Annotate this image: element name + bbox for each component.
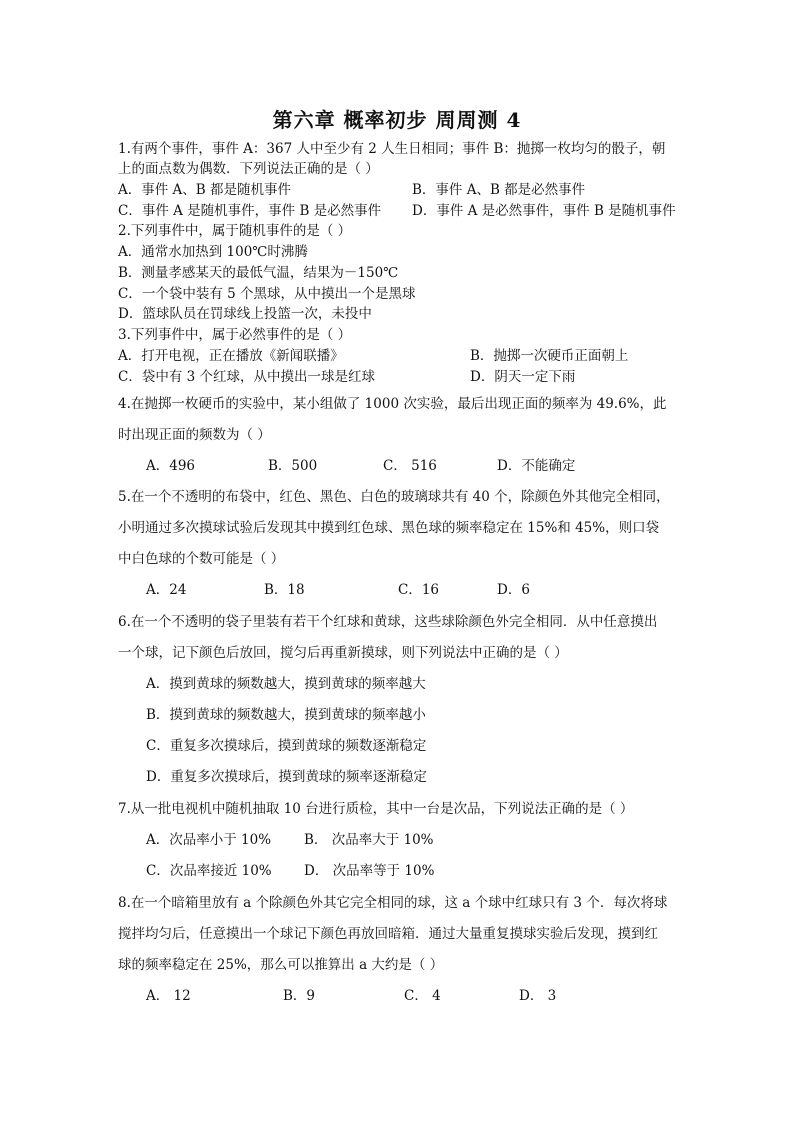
q1-option-b: B．事件 A、B 都是必然事件 — [412, 182, 586, 198]
q8-stem-line-2: 搅拌均匀后，任意摸出一个球记下颜色再放回暗箱．通过大量重复摸球实验后发现，摸到红 — [118, 926, 658, 942]
q7-stem: 7.从一批电视机中随机抽取 10 台进行质检，其中一台是次品，下列说法正确的是（ ） — [118, 801, 634, 817]
q1-stem-line-2: 上的面点数为偶数．下列说法正确的是（ ） — [118, 161, 379, 177]
q6-option-b: B．摸到黄球的频数越大，摸到黄球的频率越小 — [146, 707, 426, 723]
q6-stem-line-2: 一个球，记下颜色后放回，搅匀后再重新摸球，则下列说法中正确的是（ ） — [118, 645, 568, 661]
q3-option-d: D．阴天一定下雨 — [470, 369, 576, 385]
q6-option-a: A．摸到黄球的频数越大，摸到黄球的频率越大 — [146, 676, 426, 692]
page-title: 第六章 概率初步 周周测 4 — [272, 108, 522, 132]
q6-stem-line-1: 6.在一个不透明的袋子里装有若干个红球和黄球，这些球除颜色外完全相同．从中任意摸出 — [118, 614, 658, 630]
q6-option-d: D．重复多次摸球后，摸到黄球的频率逐渐稳定 — [146, 769, 427, 785]
q2-option-b: B．测量孝感某天的最低气温，结果为－150℃ — [118, 265, 399, 281]
q5-option-b: B．18 — [264, 582, 305, 598]
q7-option-d: D． 次品率等于 10% — [304, 863, 435, 879]
q5-stem-line-2: 小明通过多次摸球试验后发现其中摸到红色球、黑色球的频率稳定在 15%和 45%，则口袋 — [118, 520, 660, 536]
q4-stem-line-1: 4.在抛掷一枚硬币的实验中，某小组做了 1000 次实验，最后出现正面的频率为 49.6%，此 — [118, 396, 667, 412]
q8-option-d: D． 3 — [519, 988, 557, 1004]
q5-stem-line-3: 中白色球的个数可能是（ ） — [118, 551, 285, 567]
q1-option-c: C．事件 A 是随机事件，事件 B 是必然事件 — [118, 203, 382, 219]
q6-option-c: C．重复多次摸球后，摸到黄球的频数逐渐稳定 — [146, 738, 427, 754]
q7-option-c: C．次品率接近 10% — [146, 863, 272, 879]
q4-option-c: C． 516 — [383, 458, 437, 474]
q2-option-d: D．篮球队员在罚球线上投篮一次，未投中 — [118, 306, 372, 322]
q5-option-d: D．6 — [497, 582, 530, 598]
q5-stem-line-1: 5.在一个不透明的布袋中，红色、黑色、白色的玻璃球共有 40 个，除颜色外其他完全相同， — [118, 489, 670, 505]
q5-option-c: C．16 — [398, 582, 440, 598]
q8-option-a: A． 12 — [146, 988, 191, 1004]
q3-option-b: B．抛掷一次硬币正面朝上 — [470, 348, 629, 364]
q2-option-c: C．一个袋中装有 5 个黑球，从中摸出一个是黑球 — [118, 286, 416, 302]
q4-stem-line-2: 时出现正面的频数为（ ） — [118, 427, 271, 443]
q4-option-b: B．500 — [268, 458, 318, 474]
q3-stem: 3.下列事件中，属于必然事件的是（ ） — [118, 327, 352, 343]
q2-option-a: A．通常水加热到 100℃时沸腾 — [118, 244, 308, 260]
q3-option-c: C．袋中有 3 个红球，从中摸出一球是红球 — [118, 369, 376, 385]
q4-option-a: A．496 — [146, 458, 196, 474]
q1-option-d: D．事件 A 是必然事件，事件 B 是随机事件 — [412, 203, 676, 219]
q1-stem-line-1: 1.有两个事件，事件 A：367 人中至少有 2 人生日相同；事件 B：抛掷一枚均匀的骰子，朝 — [118, 141, 666, 157]
q8-option-c: C． 4 — [404, 988, 441, 1004]
q4-option-d: D．不能确定 — [497, 458, 576, 474]
q7-option-b: B． 次品率大于 10% — [304, 832, 434, 848]
q1-option-a: A．事件 A、B 都是随机事件 — [118, 182, 292, 198]
q8-stem-line-3: 球的频率稳定在 25%，那么可以推算出 a 大约是（ ） — [118, 957, 444, 973]
q8-stem-line-1: 8.在一个暗箱里放有 a 个除颜色外其它完全相同的球，这 a 个球中红球只有 3 个．每次将球 — [118, 895, 668, 911]
q2-stem: 2.下列事件中，属于随机事件的是（ ） — [118, 223, 352, 239]
q8-option-b: B．9 — [283, 988, 316, 1004]
q7-option-a: A．次品率小于 10% — [146, 832, 272, 848]
q5-option-a: A．24 — [146, 582, 187, 598]
q3-option-a: A．打开电视，正在播放《新闻联播》 — [118, 348, 344, 364]
